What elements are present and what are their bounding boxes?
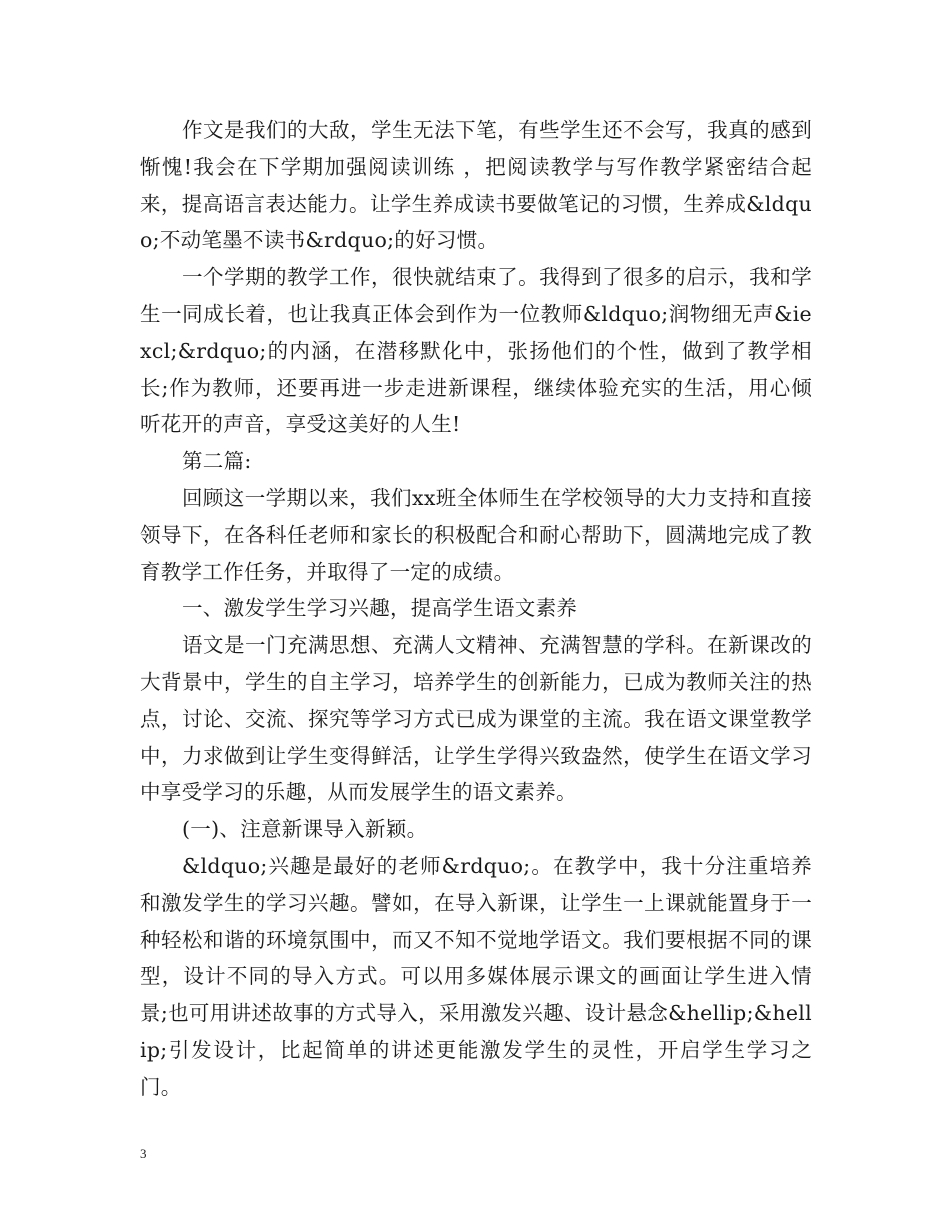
paragraph-interest-teacher: &ldquo;兴趣是最好的老师&rdquo;。在教学中，我十分注重培养和激发学生的学习兴趣。譬如，在导入新课，让学生一上课就能置身于一种轻松和谐的环境氛围中，而又不知不觉地学语文。我们要根据不同的课型，设计不同的导入方式。可以用多媒体展示课文的画面让学生进入情景;也可用讲述故事的方式导入，采用激发兴趣、设计悬念&hellip;&hellip;引发设计，比起简单的讲述更能激发学生的灵性，开启学生学习之门。 xyxy=(140,853,812,1099)
paragraph-writing-reflection: 作文是我们的大敌，学生无法下笔，有些学生还不会写，我真的感到惭愧!我会在下学期加强阅读训练 ，把阅读教学与写作教学紧密结合起来，提高语言表达能力。让学生养成读书要做笔记的习惯，生养成&ldquo;不动笔墨不读书&rdquo;的好习惯。 xyxy=(140,118,812,253)
heading-section-one: 一、激发学生学习兴趣，提高学生语文素养 xyxy=(182,596,578,621)
document-body xyxy=(140,112,812,1106)
subheading-new-lesson-intro: (一)、注意新课导入新颖。 xyxy=(182,817,428,842)
section-heading-part-two: 第二篇: xyxy=(182,449,252,474)
paragraph-chinese-subject: 语文是一门充满思想、充满人文精神、充满智慧的学科。在新课改的大背景中，学生的自主学习，培养学生的创新能力，已成为教师关注的热点，讨论、交流、探究等学习方式已成为课堂的主流。我在语文课堂教学中，力求做到让学生变得鲜活，让学生学得兴致盎然，使学生在语文学习中享受学习的乐趣，从而发展学生的语文素养。 xyxy=(140,633,812,805)
paragraph-semester-summary: 一个学期的教学工作，很快就结束了。我得到了很多的启示，我和学生一同成长着，也让我真正体会到作为一位教师&ldquo;润物细无声&iexcl;&rdquo;的内涵，在潜移默化中，张扬他们的个性，做到了教学相长;作为教师，还要再进一步走进新课程，继续体验充实的生活，用心倾听花开的声音，享受这美好的人生! xyxy=(140,265,812,437)
paragraph-review-semester: 回顾这一学期以来，我们xx班全体师生在学校领导的大力支持和直接领导下，在各科任老师和家长的积极配合和耐心帮助下，圆满地完成了教育教学工作任务，并取得了一定的成绩。 xyxy=(140,485,812,584)
page-number: 3 xyxy=(140,1146,147,1161)
